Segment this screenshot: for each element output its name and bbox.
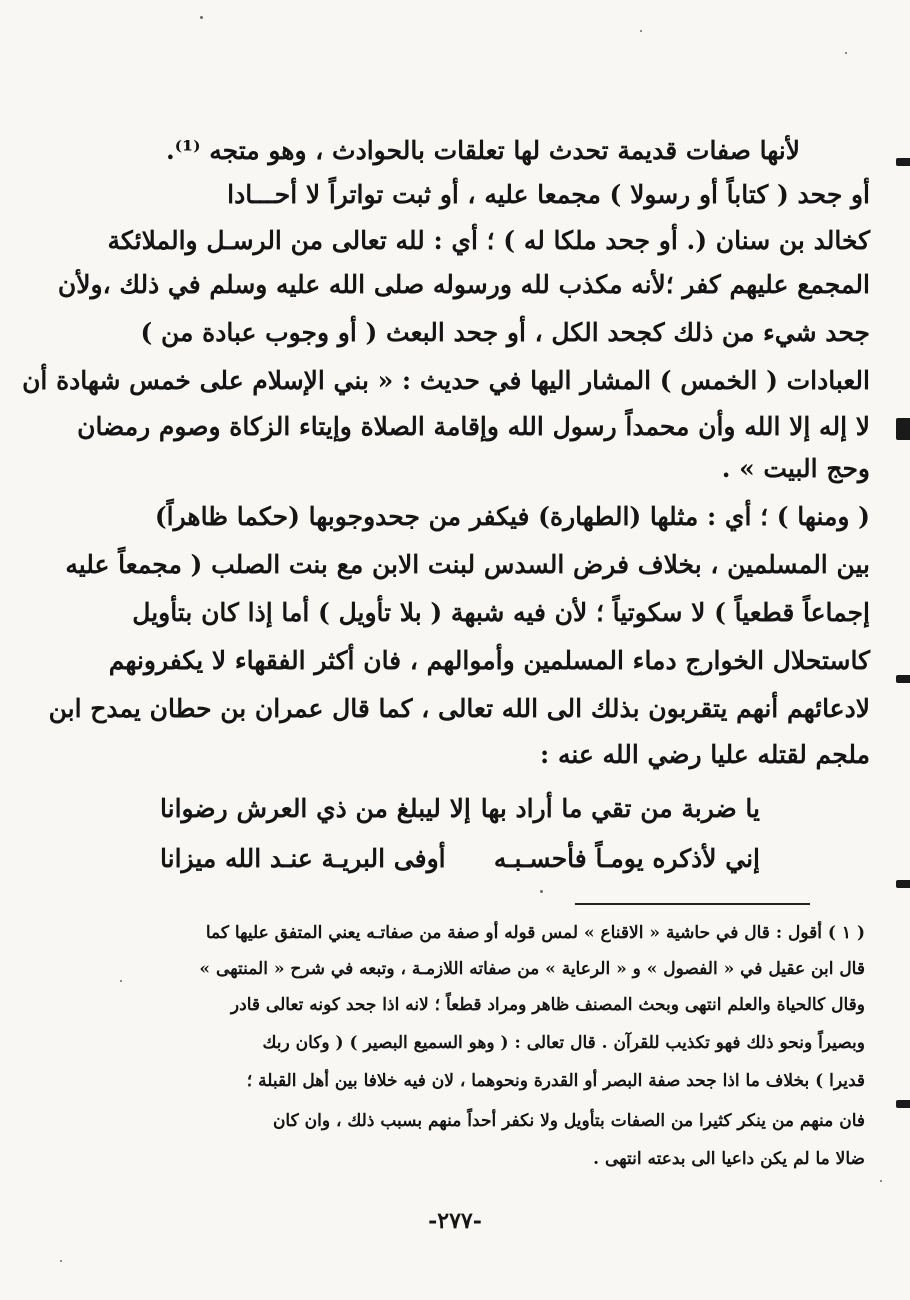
scan-speck [880, 1180, 882, 1182]
scan-speck [640, 30, 642, 32]
footnote-line: فان منهم من ينكر كثيرا من الصفات بتأويل ولا نكفر أحداً منهم بسبب ذلك ، وان كان [272, 1111, 865, 1131]
body-line: لادعائهم أنهم يتقربون بذلك الى الله تعالى ، كما قال عمران بن حطان يمدح ابن [48, 694, 870, 723]
edge-mark [896, 158, 910, 166]
edge-mark [896, 675, 910, 683]
body-line: كخالد بن سنان (. أو جحد ملكا له ) ؛ أي : لله تعالى من الرسـل والملائكة [107, 226, 870, 255]
edge-mark [896, 880, 910, 888]
body-line: إجماعاً قطعياً ) لا سكوتياً ؛ لأن فيه شبهة ( بلا تأويل ) أما إذا كان بتأويل [132, 598, 870, 627]
scan-speck [845, 52, 847, 54]
verse-first-half: إني لأذكره يومـاً فأحسـبـه [493, 844, 760, 873]
edge-mark [896, 1100, 910, 1108]
footnote-line: قديرا ) بخلاف ما اذا جحد صفة البصر أو القدرة ونحوهما ، لان فيه خلافا بين أهل القبلة ؛ [246, 1071, 865, 1091]
verse-row [160, 790, 760, 828]
scan-speck [60, 1260, 62, 1262]
footnote-line: وقال كالحياة والعلم انتهى وبحث المصنف ظاهر ومراد قطعاً ؛ لانه اذا جحد كونه تعالى قادر [230, 995, 865, 1015]
verse-second-half: إلا ليبلغ من ذي العرش رضوانا [160, 794, 471, 823]
scan-speck [200, 16, 203, 19]
footnote-line: قال ابن عقيل في « الفصول » و « الرعاية » من صفاته اللازمـة ، وتبعه في شرح « المنتهى » [199, 959, 865, 979]
scan-speck [540, 890, 543, 893]
body-line: ملجم لقتله عليا رضي الله عنه : [540, 740, 870, 769]
body-line: العبادات ( الخمس ) المشار اليها في حديث : « بني الإسلام على خمس شهادة أن [22, 366, 870, 395]
footnote-line: وبصيراً ونحو ذلك فهو تكذيب للقرآن . قال تعالى : ( وهو السميع البصير ) ( وكان ربك [262, 1033, 865, 1053]
page-number: -٢٧٧- [428, 1208, 482, 1234]
verse-first-half: يا ضربة من تقي ما أراد بها [480, 794, 760, 823]
scan-speck [120, 980, 122, 982]
body-line: المجمع عليهم كفر ؛لأنه مكذب لله ورسوله صلى الله عليه وسلم في ذلك ،ولأن [57, 270, 870, 299]
body-line: جحد شيء من ذلك كجحد الكل ، أو جحد البعث ( أو وجوب عبادة من ) [140, 318, 870, 347]
body-line: ( ومنها ) ؛ أي : مثلها (الطهارة) فيكفر من جحدوجوبها (حكما ظاهراً) [154, 502, 870, 531]
footnote-line: ضالا ما لم يكن داعيا الى بدعته انتهى . [593, 1149, 865, 1169]
body-line: لا إله إلا الله وأن محمداً رسول الله وإقامة الصلاة وإيتاء الزكاة وصوم رمضان [77, 412, 870, 441]
edge-mark [896, 418, 910, 440]
verse-second-half: أوفى البريـة عنـد الله ميزانا [160, 844, 446, 873]
footnote-separator [575, 903, 810, 905]
body-line: أو جحد ( كتاباً أو رسولا ) مجمعا عليه ، أو ثبت تواتراً لا أحـــادا [227, 180, 870, 209]
footnote-line: ( ١ ) أقول : قال في حاشية « الاقناع » لمس قوله أو صفة من صفاتـه يعني المتفق عليها كما [205, 923, 865, 943]
body-line: بين المسلمين ، بخلاف فرض السدس لبنت الابن مع بنت الصلب ( مجمعاً عليه [65, 550, 870, 579]
body-line: لأنها صفات قديمة تحدث لها تعلقات بالحوادث ، وهو متجه ⁽¹⁾. [165, 136, 800, 165]
body-line: كاستحلال الخوارج دماء المسلمين وأموالهم ، فان أكثر الفقهاء لا يكفرونهم [108, 646, 870, 675]
body-line: وحج البيت » . [721, 454, 870, 483]
verse-row [160, 840, 760, 878]
